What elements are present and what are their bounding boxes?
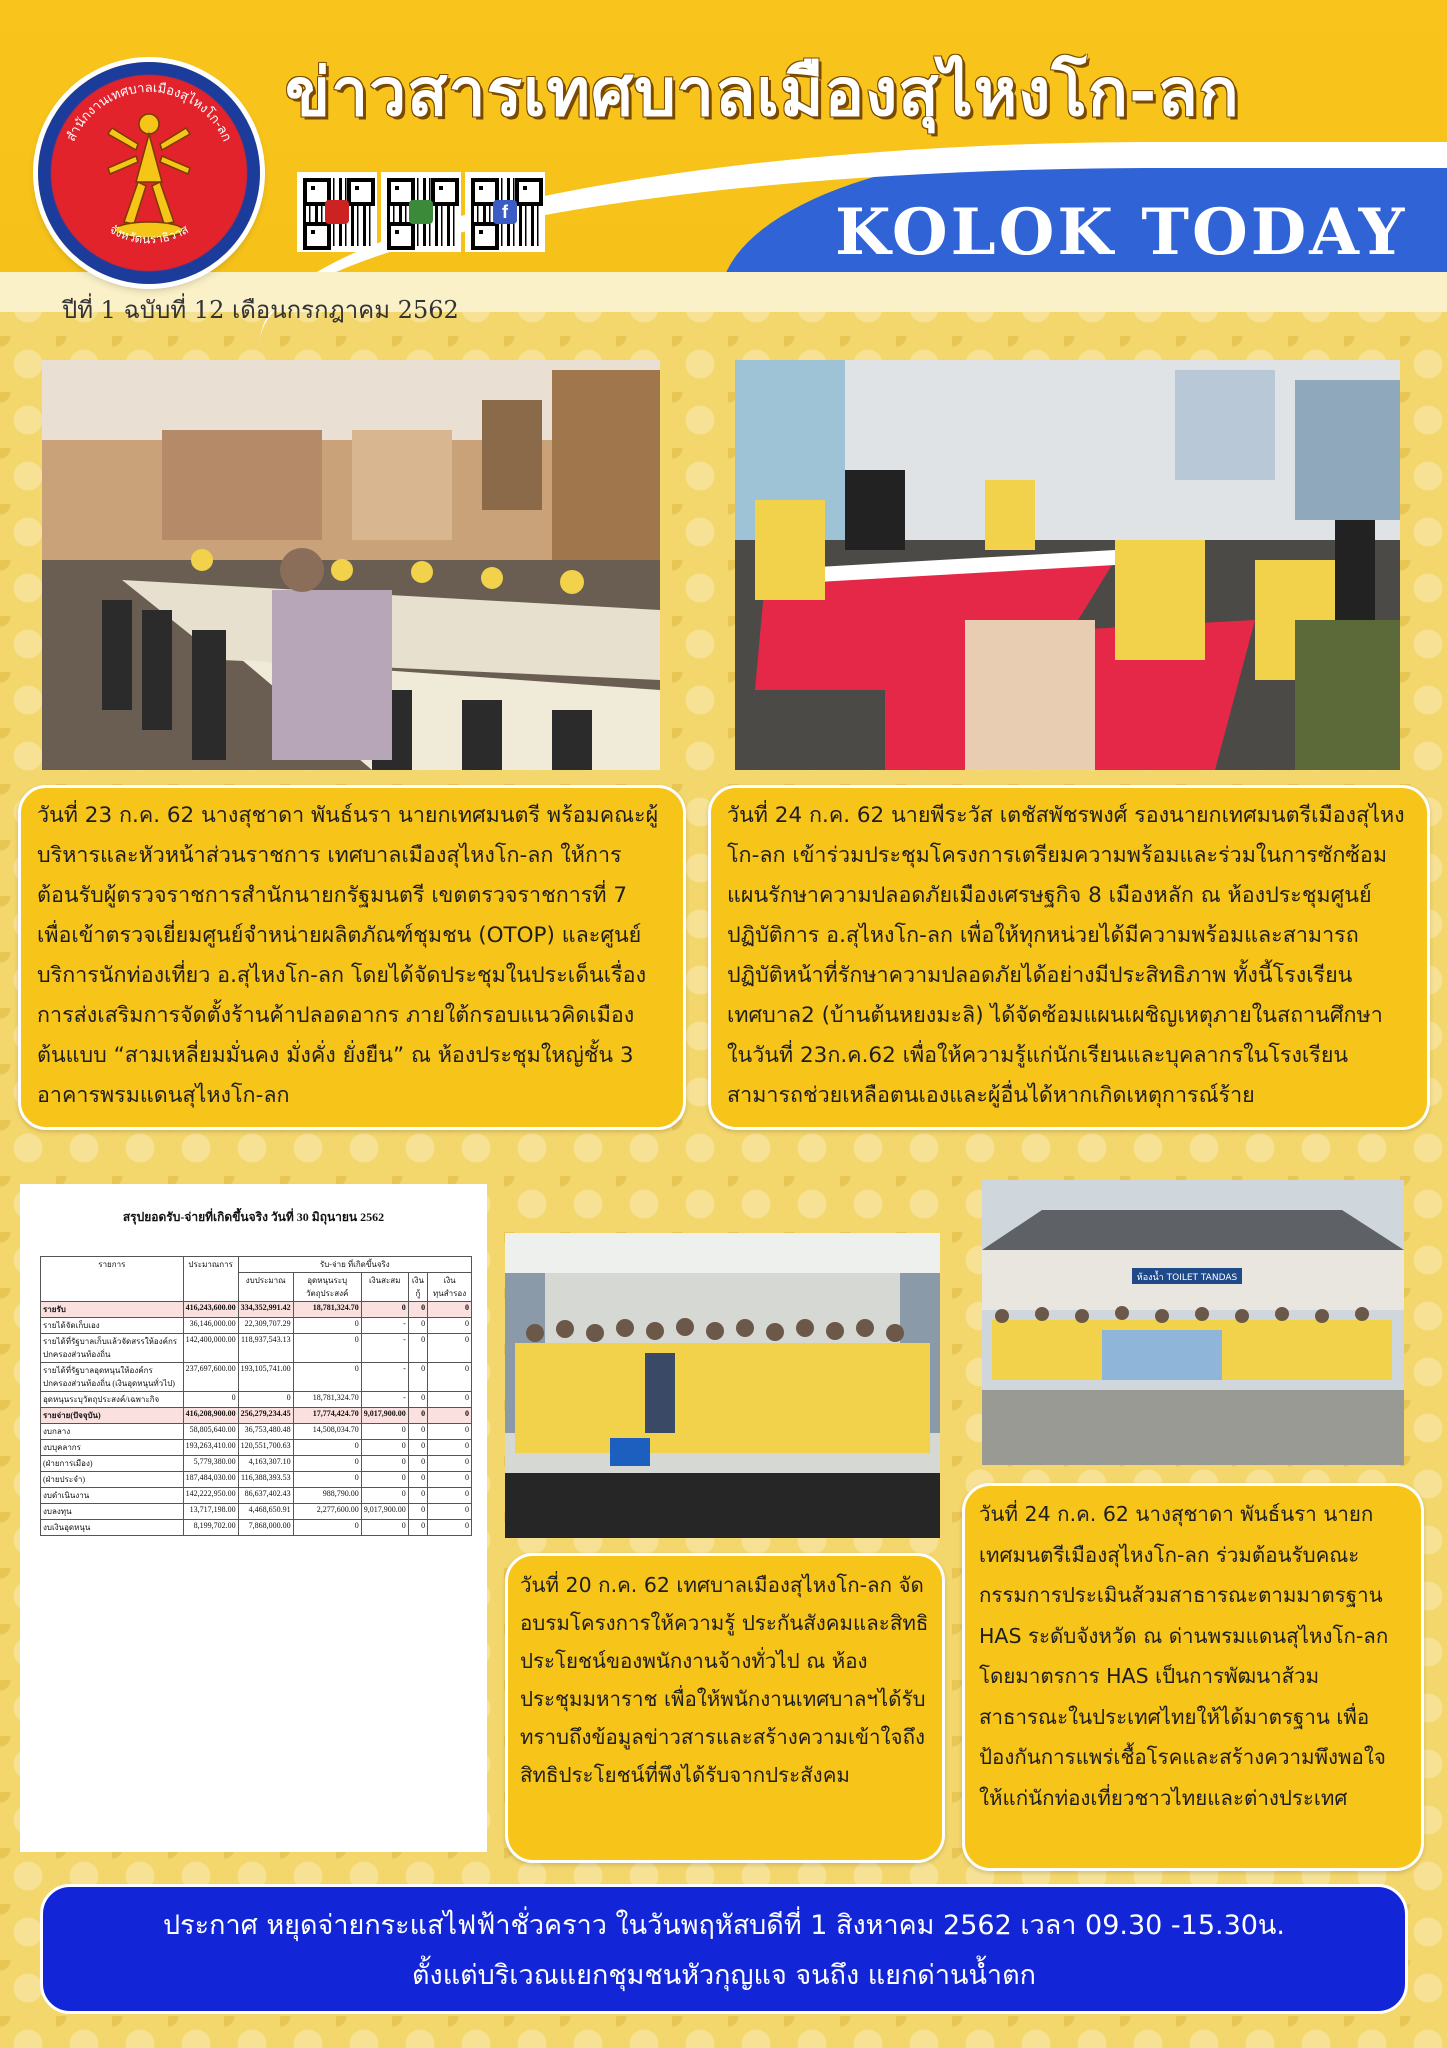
row-label: งบดำเนินงาน: [41, 1488, 184, 1504]
news-item-4-text: วันที่ 24 ก.ค. 62 นางสุชาดา พันธ์นรา นายกเทศมนตรีเมืองสุไหงโก-ลก ร่วมต้อนรับคณะกรรมการประเมินส้วมสาธารณะตามมาตรฐาน HAS ระดับจังหวัด ณ ด่านพรมแดนสุไหงโก-ลก โดยมาตรการ HAS เป็นการพัฒนาส้วมสาธารณะในประเทศไทยให้ได้มาตรฐาน เพื่อป้องกันการแพร่เชื้อโรคและสร้างความพึงพอใจให้แก่นักท่องเที่ยวชาวไทยและต่างประเทศ: [979, 1502, 1389, 1810]
table-cell: 0: [408, 1488, 427, 1504]
table-cell: 0: [238, 1392, 293, 1408]
col-header: เงินทุนสำรอง: [428, 1273, 472, 1302]
table-cell: 7,868,000.00: [238, 1520, 293, 1536]
logo-emblem-icon: [38, 62, 260, 284]
table-cell: 0: [293, 1334, 361, 1363]
photo-meeting-room: [42, 360, 660, 770]
table-row: [41, 1302, 472, 1318]
row-label: รายได้จัดเก็บเอง: [41, 1318, 184, 1334]
table-cell: 0: [428, 1504, 472, 1520]
qr-code-icon[interactable]: [381, 172, 461, 252]
table-cell: 193,263,410.00: [183, 1440, 238, 1456]
news-item-2-text: วันที่ 24 ก.ค. 62 นายพีระวัส เตชัสพัชรพงศ์ รองนายกเทศมนตรีเมืองสุไหงโก-ลก เข้าร่วมประชุมโครงการเตรียมความพร้อมและร่วมในการซักซ้อมแผนรักษาความปลอดภัยเมืองเศรษฐกิจ 8 เมืองหลัก ณ ห้องประชุมศูนย์ปฏิบัติการ อ.สุไหงโก-ลก เพื่อให้ทุกหน่วยได้มีความพร้อมและสามารถปฏิบัติหน้าที่รักษาความปลอดภัยได้อย่างมีประสิทธิภาพ ทั้งนี้โรงเรียนเทศบาล2 (บ้านต้นหยงมะลิ) ได้จัดซ้อมแผนเผชิญเหตุภายในสถานศึกษา ในวันที่ 23ก.ค.62 เพื่อให้ความรู้แก่นักเรียนและบุคลากรในโรงเรียนสามารถช่วยเหลือตนเองและผู้อื่นได้หากเกิดเหตุการณ์ร้าย: [727, 803, 1405, 1108]
table-cell: 193,105,741.00: [238, 1363, 293, 1392]
table-row: [41, 1363, 472, 1392]
table-cell: 0: [408, 1302, 427, 1318]
table-cell: -: [361, 1392, 408, 1408]
table-cell: 0: [361, 1488, 408, 1504]
table-cell: 5,779,380.00: [183, 1456, 238, 1472]
logo-ring-top-text: สำนักงานเทศบาลเมืองสุไหงโก-ลก: [63, 80, 235, 145]
table-row: [41, 1456, 472, 1472]
table-cell: 142,222,950.00: [183, 1488, 238, 1504]
table-row: [41, 1334, 472, 1363]
table-cell: 0: [428, 1302, 472, 1318]
news-item-2: [708, 785, 1430, 1130]
issue-info: ปีที่ 1 ฉบับที่ 12 เดือนกรกฎาคม 2562: [62, 296, 459, 324]
table-row: [41, 1520, 472, 1536]
finance-title: สรุปยอดรับ-จ่ายที่เกิดขึ้นจริง วันที่ 30 มิถุนายน 2562: [122, 1210, 385, 1224]
table-cell: 0: [428, 1440, 472, 1456]
col-header: เงินกู้: [408, 1273, 427, 1302]
table-cell: 416,208,900.00: [183, 1408, 238, 1424]
table-cell: 36,146,000.00: [183, 1318, 238, 1334]
table-cell: -: [361, 1318, 408, 1334]
table-cell: 0: [428, 1488, 472, 1504]
table-cell: 0: [428, 1392, 472, 1408]
logo-ring-bottom-text: จังหวัดนราธิวาส: [107, 222, 191, 247]
table-cell: 0: [408, 1472, 427, 1488]
table-row: [41, 1472, 472, 1488]
group-header: รับ-จ่าย ที่เกิดขึ้นจริง: [238, 1257, 471, 1273]
table-cell: 237,697,600.00: [183, 1363, 238, 1392]
table-cell: 0: [428, 1363, 472, 1392]
table-row: [41, 1440, 472, 1456]
table-cell: 0: [408, 1456, 427, 1472]
table-cell: 0: [408, 1334, 427, 1363]
table-cell: 2,277,600.00: [293, 1504, 361, 1520]
table-cell: 0: [293, 1456, 361, 1472]
table-row: [41, 1424, 472, 1440]
table-row: [41, 1408, 472, 1424]
table-cell: 0: [293, 1363, 361, 1392]
table-cell: 0: [408, 1424, 427, 1440]
table-cell: 9,017,900.00: [361, 1504, 408, 1520]
photo-training-group: [505, 1233, 940, 1538]
news-item-3: [505, 1553, 945, 1863]
photo-security-meeting: [735, 360, 1400, 770]
row-label: งบลงทุน: [41, 1504, 184, 1520]
table-cell: 0: [408, 1408, 427, 1424]
col-header: เงินสะสม: [361, 1273, 408, 1302]
row-label: (ฝ่ายการเมือง): [41, 1456, 184, 1472]
table-cell: 4,468,650.91: [238, 1504, 293, 1520]
table-cell: 0: [361, 1520, 408, 1536]
finance-table: [40, 1256, 472, 1536]
table-cell: 0: [428, 1472, 472, 1488]
row-label: อุดหนุนระบุวัตถุประสงค์/เฉพาะกิจ: [41, 1392, 184, 1408]
table-cell: 0: [428, 1456, 472, 1472]
table-cell: 256,279,234.45: [238, 1408, 293, 1424]
table-cell: 14,508,034.70: [293, 1424, 361, 1440]
table-cell: 4,163,307.10: [238, 1456, 293, 1472]
news-item-1: [18, 785, 686, 1130]
announcement-line-2: ตั้งแต่บริเวณแยกชุมชนหัวกุญแจ จนถึง แยกด่านน้ำตก: [412, 1960, 1036, 1991]
table-cell: 0: [408, 1363, 427, 1392]
table-cell: 0: [408, 1504, 427, 1520]
table-cell: 988,790.00: [293, 1488, 361, 1504]
table-cell: 0: [428, 1408, 472, 1424]
col-header: อุดหนุนระบุวัตถุประสงค์: [293, 1273, 361, 1302]
table-cell: 116,388,393.53: [238, 1472, 293, 1488]
table-cell: 0: [361, 1456, 408, 1472]
table-cell: 0: [428, 1424, 472, 1440]
toilet-sign: ห้องน้ำ TOILET TANDAS: [1136, 1273, 1238, 1283]
table-row: [41, 1318, 472, 1334]
table-cell: 142,400,000.00: [183, 1334, 238, 1363]
facebook-qr-icon[interactable]: f: [465, 172, 545, 252]
table-cell: 0: [361, 1472, 408, 1488]
table-cell: 0: [408, 1440, 427, 1456]
table-cell: 416,243,600.00: [183, 1302, 238, 1318]
table-row: [41, 1504, 472, 1520]
table-cell: 0: [293, 1440, 361, 1456]
table-cell: 0: [293, 1520, 361, 1536]
table-cell: 118,937,543.13: [238, 1334, 293, 1363]
photo-toilet-building: [982, 1180, 1404, 1465]
table-cell: 0: [408, 1520, 427, 1536]
row-label: รายจ่าย(ปัจจุบัน): [41, 1408, 184, 1424]
news-item-1-text: วันที่ 23 ก.ค. 62 นางสุชาดา พันธ์นรา นายกเทศมนตรี พร้อมคณะผู้บริหารและหัวหน้าส่วนราชการ เทศบาลเมืองสุไหงโก-ลก ให้การต้อนรับผู้ตรวจราชการสำนักนายกรัฐมนตรี เขตตรวจราชการที่ 7 เพื่อเข้าตรวจเยี่ยมศูนย์จำหน่ายผลิตภัณฑ์ชุมชน (OTOP) และศูนย์บริการนักท่องเที่ยว อ.สุไหงโก-ลก โดยได้จัดประชุมในประเด็นเรื่องการส่งเสริมการจัดตั้งร้านค้าปลอดอากร ภายใต้กรอบแนวคิดเมืองต้นแบบ “สามเหลี่ยมมั่นคง มั่งคั่ง ยั่งยืน” ณ ห้องประชุมใหญ่ชั้น 3 อาคารพรมแดนสุไหงโก-ลก: [37, 803, 659, 1108]
municipality-logo: [38, 62, 260, 284]
table-cell: 0: [428, 1318, 472, 1334]
table-row: [41, 1392, 472, 1408]
table-cell: 86,637,402.43: [238, 1488, 293, 1504]
table-cell: 187,484,030.00: [183, 1472, 238, 1488]
table-cell: 0: [361, 1302, 408, 1318]
table-cell: 0: [361, 1424, 408, 1440]
table-cell: 9,017,900.00: [361, 1408, 408, 1424]
row-label: รายได้ที่รัฐบาลอุดหนุนให้องค์กรปกครองส่วนท้องถิ่น (เงินอุดหนุนทั่วไป): [41, 1363, 184, 1392]
row-label: งบบุคลากร: [41, 1440, 184, 1456]
table-cell: -: [361, 1334, 408, 1363]
table-cell: 120,551,700.63: [238, 1440, 293, 1456]
row-label: งบเงินอุดหนุน: [41, 1520, 184, 1536]
table-cell: -: [361, 1363, 408, 1392]
table-cell: 0: [293, 1472, 361, 1488]
news-item-3-text: วันที่ 20 ก.ค. 62 เทศบาลเมืองสุไหงโก-ลก จัดอบรมโครงการให้ความรู้ ประกันสังคมและสิทธิประโยชน์ของพนักงานจ้างทั่วไป ณ ห้องประชุมมหาราช เพื่อให้พนักงานเทศบาลฯได้รับทราบถึงข้อมูลข่าวสารและสร้างความเข้าใจถึงสิทธิประโยชน์ที่พึงได้รับจากประสังคม: [520, 1573, 929, 1787]
row-label: (ฝ่ายประจำ): [41, 1472, 184, 1488]
col-header: ประมาณการ: [183, 1257, 238, 1302]
news-item-4: [962, 1483, 1424, 1871]
table-cell: 0: [183, 1392, 238, 1408]
table-cell: 58,805,640.00: [183, 1424, 238, 1440]
finance-summary-document: [20, 1184, 487, 1852]
table-cell: 18,781,324.70: [293, 1392, 361, 1408]
announcement-line-1: ประกาศ หยุดจ่ายกระแสไฟฟ้าชั่วคราว ในวันพฤหัสบดีที่ 1 สิงหาคม 2562 เวลา 09.30 -15.30น.: [163, 1910, 1285, 1941]
table-cell: 0: [361, 1440, 408, 1456]
table-row: [41, 1488, 472, 1504]
row-label: รายได้ที่รัฐบาลเก็บแล้วจัดสรรให้องค์กรปกครองส่วนท้องถิ่น: [41, 1334, 184, 1363]
table-cell: 0: [408, 1318, 427, 1334]
table-cell: 0: [428, 1520, 472, 1536]
newsletter-title: ข่าวสารเทศบาลเมืองสุไหงโก-ลก: [285, 54, 1240, 131]
table-cell: 8,199,702.00: [183, 1520, 238, 1536]
table-cell: 36,753,480.48: [238, 1424, 293, 1440]
table-cell: 22,309,707.29: [238, 1318, 293, 1334]
table-cell: 0: [293, 1318, 361, 1334]
table-cell: 0: [428, 1334, 472, 1363]
col-header: งบประมาณ: [238, 1273, 293, 1302]
row-label: งบกลาง: [41, 1424, 184, 1440]
table-cell: 18,781,324.70: [293, 1302, 361, 1318]
kolok-today-subtitle: KOLOK TODAY: [835, 195, 1408, 270]
table-cell: 13,717,198.00: [183, 1504, 238, 1520]
qr-code-icon[interactable]: [297, 172, 377, 252]
table-cell: 17,774,424.70: [293, 1408, 361, 1424]
power-outage-announcement: [40, 1884, 1408, 2014]
row-label: รายรับ: [41, 1302, 184, 1318]
table-cell: 0: [408, 1392, 427, 1408]
table-cell: 334,352,991.42: [238, 1302, 293, 1318]
col-header: รายการ: [41, 1257, 184, 1302]
